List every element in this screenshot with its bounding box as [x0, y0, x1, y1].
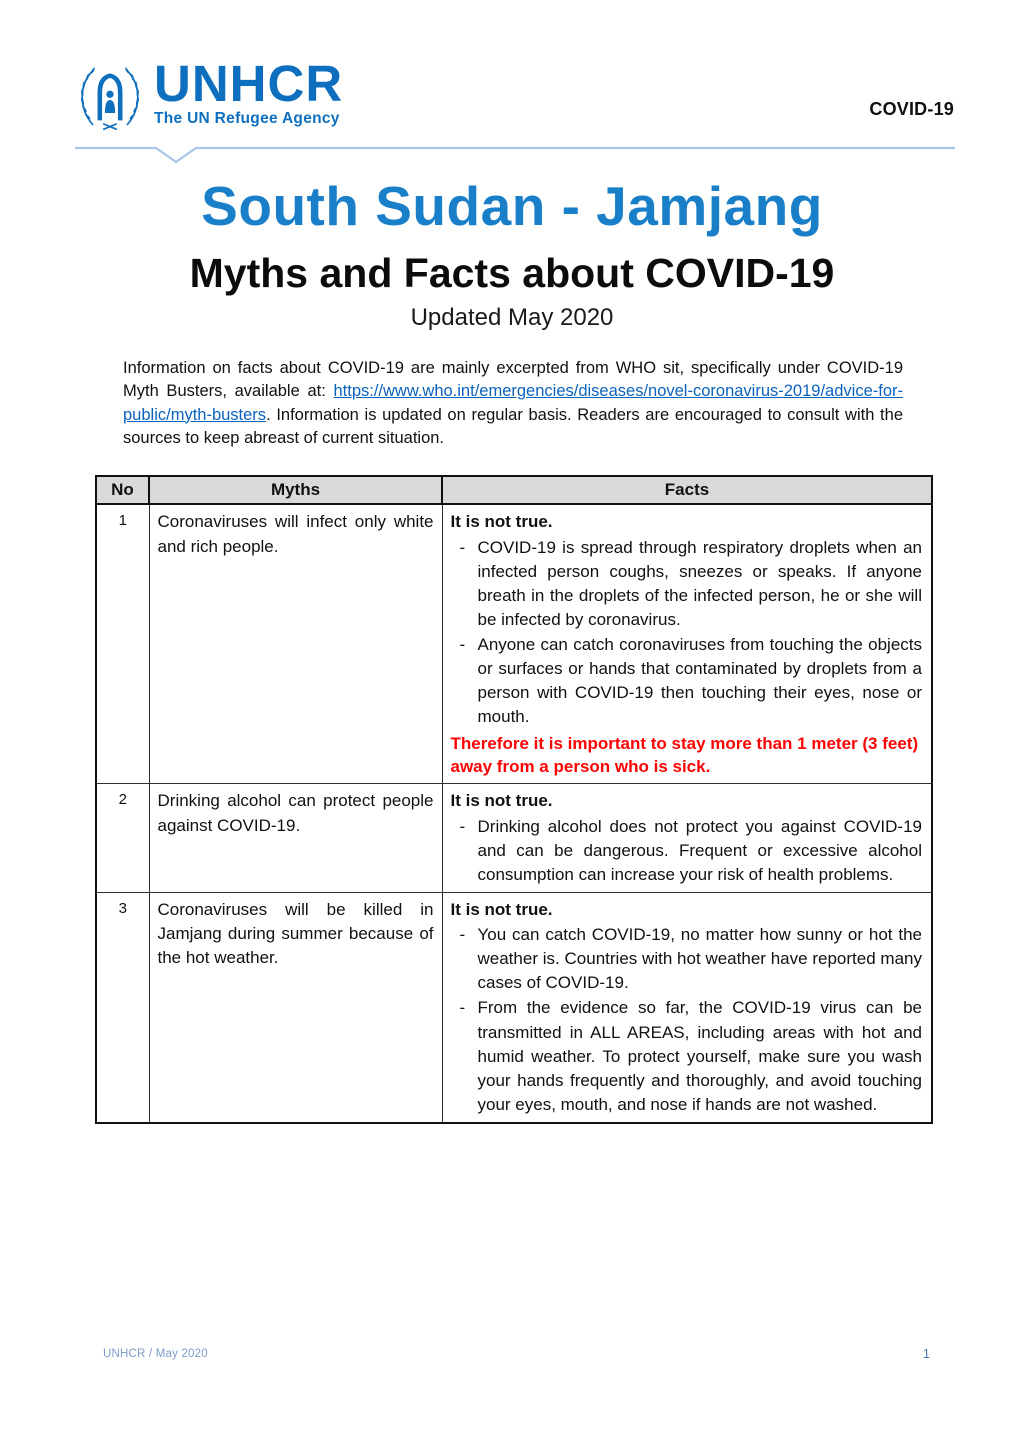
- fact-bullet: [451, 996, 924, 1117]
- footer-page-number: 1: [922, 1346, 930, 1361]
- bullet-text: Anyone can catch coronaviruses from touching the objects or surfaces or hands that contaminated by droplets from a person with COVID-19 then touching their eyes, nose or mouth.: [477, 635, 922, 727]
- covid-19-header-label: COVID-19: [869, 99, 954, 119]
- intro-paragraph: [123, 357, 903, 451]
- intro-text-before-link: Information on facts about COVID-19 are mainly excerpted from WHO sit, specifically under COVID-19 Myth Busters, available at:: [123, 358, 903, 401]
- fact-intro: It is not true.: [450, 791, 553, 811]
- unhcr-logo: [76, 55, 344, 134]
- fact-intro: It is not true.: [450, 512, 553, 532]
- footer-document-label: UNHCR / May 2020: [103, 1348, 208, 1360]
- unhcr-emblem-icon: [76, 58, 144, 134]
- bullet-dash: -: [459, 925, 466, 945]
- warning-text: Therefore it is important to stay more than 1 meter (3 feet) away from a person who is sick.: [450, 733, 919, 777]
- facts-cell: [442, 784, 932, 893]
- fact-bullet: [451, 536, 924, 633]
- table-row: [96, 504, 932, 784]
- bullet-dash: -: [459, 998, 466, 1018]
- who-myth-busters-link[interactable]: https://www.who.int/emergencies/diseases/novel-coronavirus-2019/advice-for-public/myth-busters: [123, 382, 903, 424]
- bullet-dash: -: [459, 816, 466, 836]
- myth-text: Drinking alcohol can protect people against COVID-19.: [157, 791, 434, 835]
- column-header-no: No: [96, 476, 149, 504]
- myths-facts-table: [95, 475, 933, 1124]
- bullet-text: Drinking alcohol does not protect you against COVID-19 and can be dangerous. Frequent or excessive alcohol consumption can increase your risk of health problems.: [477, 816, 922, 884]
- intro-text-after-link: . Information is updated on regular basis. Readers are encouraged to consult with the sources to keep abreast of current situation.: [123, 405, 903, 448]
- bullet-text: From the evidence so far, the COVID-19 virus can be transmitted in ALL AREAS, including areas with hot and humid weather. To protect yourself, make sure you wash your hands frequently and thoroughly, and avoid touching your eyes, mouth, and nose if hands are not washed.: [477, 998, 922, 1114]
- row-number: 3: [96, 892, 149, 1123]
- bullet-text: COVID-19 is spread through respiratory droplets when an infected person coughs, sneezes or speaks. If anyone breath in the droplets of the infected person, he or she will be infected by coronavirus.: [477, 537, 922, 629]
- logo-tagline: The UN Refugee Agency: [154, 110, 340, 127]
- facts-cell: [442, 892, 932, 1123]
- bullet-dash: -: [459, 635, 466, 655]
- updated-date: Updated May 2020: [410, 303, 614, 331]
- fact-bullet: [451, 923, 924, 995]
- logo-wordmark: UNHCR: [154, 55, 344, 112]
- bullet-dash: -: [459, 537, 466, 557]
- row-number: 1: [96, 504, 149, 784]
- table-row: [96, 892, 932, 1123]
- fact-bullet: [451, 633, 924, 730]
- bullet-text: You can catch COVID-19, no matter how sunny or hot the weather is. Countries with hot weather have reported many cases of COVID-19.: [477, 925, 922, 993]
- page-title: South Sudan - Jamjang: [201, 175, 823, 237]
- table-header-row: [96, 476, 932, 504]
- column-header-myths: Myths: [149, 476, 442, 504]
- row-number: 2: [96, 784, 149, 893]
- column-header-facts: Facts: [442, 476, 932, 504]
- header-divider-rule: [74, 141, 956, 167]
- myth-text: Coronaviruses will be killed in Jamjang during summer because of the hot weather.: [157, 899, 434, 968]
- facts-cell: [442, 504, 932, 784]
- page-subtitle: Myths and Facts about COVID-19: [189, 249, 835, 296]
- fact-bullet: [451, 815, 924, 887]
- fact-intro: It is not true.: [450, 899, 553, 919]
- myth-text: Coronaviruses will infect only white and rich people.: [157, 512, 434, 556]
- table-row: [96, 784, 932, 893]
